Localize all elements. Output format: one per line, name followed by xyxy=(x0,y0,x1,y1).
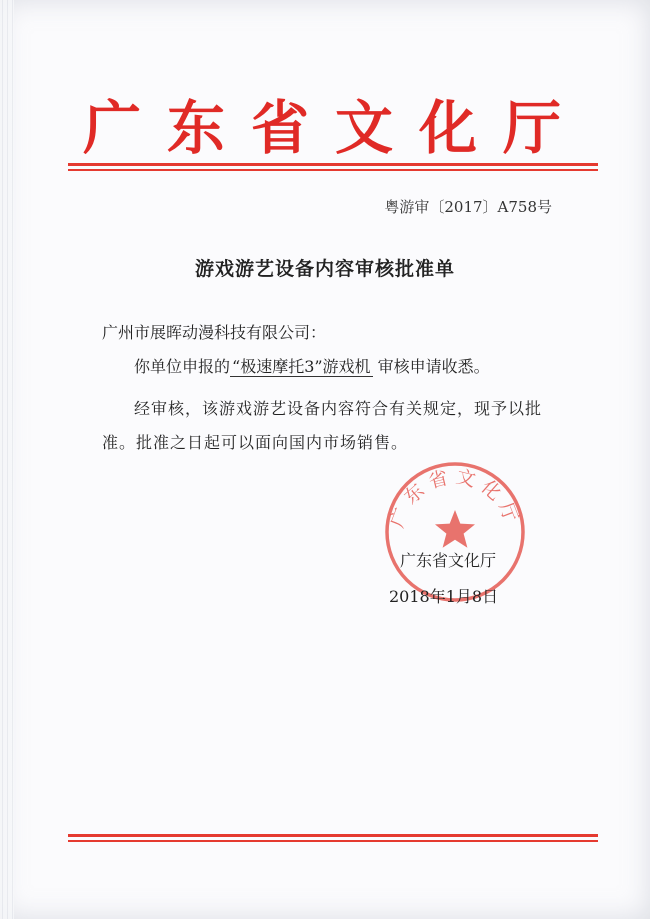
addressee: 广州市展晖动漫科技有限公司： xyxy=(102,323,327,342)
paragraph-application-prefix: 你单位申报的 xyxy=(134,357,231,376)
seal-text: 广东省文化厅 xyxy=(386,465,524,531)
paragraph-application-suffix: 审核申请收悉。 xyxy=(377,357,490,376)
product-name: “极速摩托3”游戏机 xyxy=(232,357,371,376)
footer-rule-bottom xyxy=(68,840,598,842)
paragraph-application xyxy=(102,350,572,384)
document-title: 游戏游艺设备内容审核批准单 xyxy=(194,258,455,280)
masthead-rule-bottom xyxy=(68,169,598,171)
footer-rule-top xyxy=(68,834,598,837)
paragraph-approval: 经审核，该游戏游艺设备内容符合有关规定，现予以批准。批准之日起可以面向国内市场销售。 xyxy=(102,399,543,452)
seal-star-icon xyxy=(435,510,475,548)
signer-name: 广东省文化厅 xyxy=(400,551,497,570)
masthead-agency-name: 广东省文化厅 xyxy=(82,94,587,162)
masthead-rule-top xyxy=(68,163,598,166)
document-number: 粤游审〔2017〕A758号 xyxy=(384,198,552,216)
signature-date: 2018年1月8日 xyxy=(389,587,499,606)
official-seal xyxy=(383,460,527,604)
